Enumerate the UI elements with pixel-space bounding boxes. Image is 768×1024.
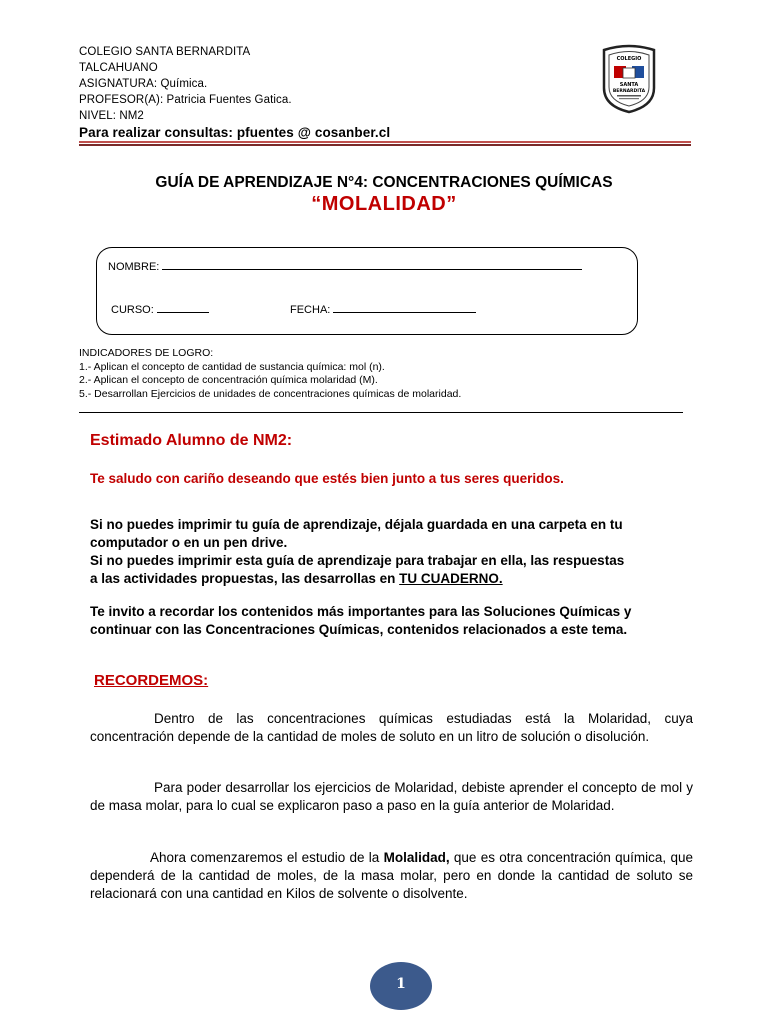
body-paragraph-1: Dentro de las concentraciones químicas estudiadas está la Molaridad, cuya concentración depende de la cantidad de moles de soluto en un litro de solución o disolución.	[90, 711, 693, 744]
body-paragraph-2: Para poder desarrollar los ejercicios de Molaridad, debiste aprender el concepto de mol y de masa molar, para lo cual se explicaron paso a paso en la guía anterior de Molaridad.	[90, 780, 693, 813]
instruction-line-text: a las actividades propuestas, las desarrollas en	[90, 571, 400, 586]
guide-subtitle: “MOLALIDAD”	[311, 193, 457, 215]
logo-name-2: BERNARDITA	[612, 89, 646, 94]
fecha-field[interactable]	[333, 303, 476, 313]
school-city: TALCAHUANO	[79, 62, 158, 74]
logo-name-1: SANTA	[619, 82, 639, 88]
page-number-badge: 1	[370, 962, 432, 1010]
body-text: Ahora comenzaremos el estudio de la	[150, 850, 384, 865]
guide-title: GUÍA DE APRENDIZAJE N°4: CONCENTRACIONES QUÍMICAS	[155, 174, 613, 191]
notebook-emphasis: TU CUADERNO.	[399, 571, 503, 586]
instruction-line: Te invito a recordar los contenidos más importantes para las Soluciones Químicas y	[90, 604, 632, 619]
greeting-heading: Estimado Alumno de NM2:	[90, 432, 293, 449]
instruction-line: computador o en un pen drive.	[90, 535, 288, 550]
instruction-line	[90, 570, 710, 588]
nombre-label: NOMBRE:	[108, 261, 160, 273]
header-divider-red	[79, 141, 691, 143]
instruction-line: Si no puedes imprimir esta guía de aprendizaje para trabajar en ella, las respuestas	[90, 553, 625, 568]
indicators-divider	[79, 412, 683, 413]
instructions-paragraph-2	[90, 603, 710, 639]
achievement-indicators	[79, 347, 461, 401]
instructions-paragraph-1	[90, 516, 710, 588]
subject-line: ASIGNATURA: Química.	[79, 78, 208, 90]
indicators-heading: INDICADORES DE LOGRO:	[79, 347, 214, 359]
instruction-line: continuar con las Concentraciones Químicas, contenidos relacionados a este tema.	[90, 622, 628, 637]
body-paragraph-3	[90, 849, 693, 903]
greeting-message: Te saludo con cariño deseando que estés bien junto a tus seres queridos.	[90, 471, 564, 486]
fecha-label: FECHA:	[290, 304, 331, 316]
indicator-item: 1.- Aplican el concepto de cantidad de sustancia química: mol (n).	[79, 360, 385, 373]
school-name: COLEGIO SANTA BERNARDITA	[79, 46, 251, 58]
nombre-row	[108, 260, 582, 273]
curso-field[interactable]	[157, 303, 209, 313]
logo-top-text: COLEGIO	[616, 56, 642, 62]
curso-row	[111, 303, 209, 316]
section-heading-recordemos: RECORDEMOS:	[94, 672, 209, 689]
body-text: que es otra concentración química, que dependerá de la cantidad de moles, de la masa molar, pero en donde la cantidad de soluto se relacionará con una cantidad en Kilos de solvente o disolvente.	[90, 850, 693, 901]
indicator-item: 2.- Aplican el concepto de concentración química molaridad (M).	[79, 374, 378, 386]
level-line: NIVEL: NM2	[79, 110, 144, 122]
indicator-item: 5.- Desarrollan Ejercicios de unidades de concentraciones químicas de molaridad.	[79, 387, 462, 400]
contact-line: Para realizar consultas: pfuentes @ cosanber.cl	[79, 125, 391, 140]
curso-label: CURSO:	[111, 304, 154, 316]
school-logo-icon	[600, 44, 658, 114]
student-info-box	[96, 247, 638, 335]
document-header	[79, 44, 390, 142]
header-divider-dark	[79, 144, 691, 146]
nombre-field[interactable]	[162, 260, 582, 270]
instruction-line: Si no puedes imprimir tu guía de aprendizaje, déjala guardada en una carpeta en tu	[90, 517, 623, 532]
molalidad-emphasis: Molalidad,	[383, 850, 450, 865]
teacher-line: PROFESOR(A): Patricia Fuentes Gatica.	[79, 94, 292, 106]
fecha-row	[290, 303, 476, 316]
